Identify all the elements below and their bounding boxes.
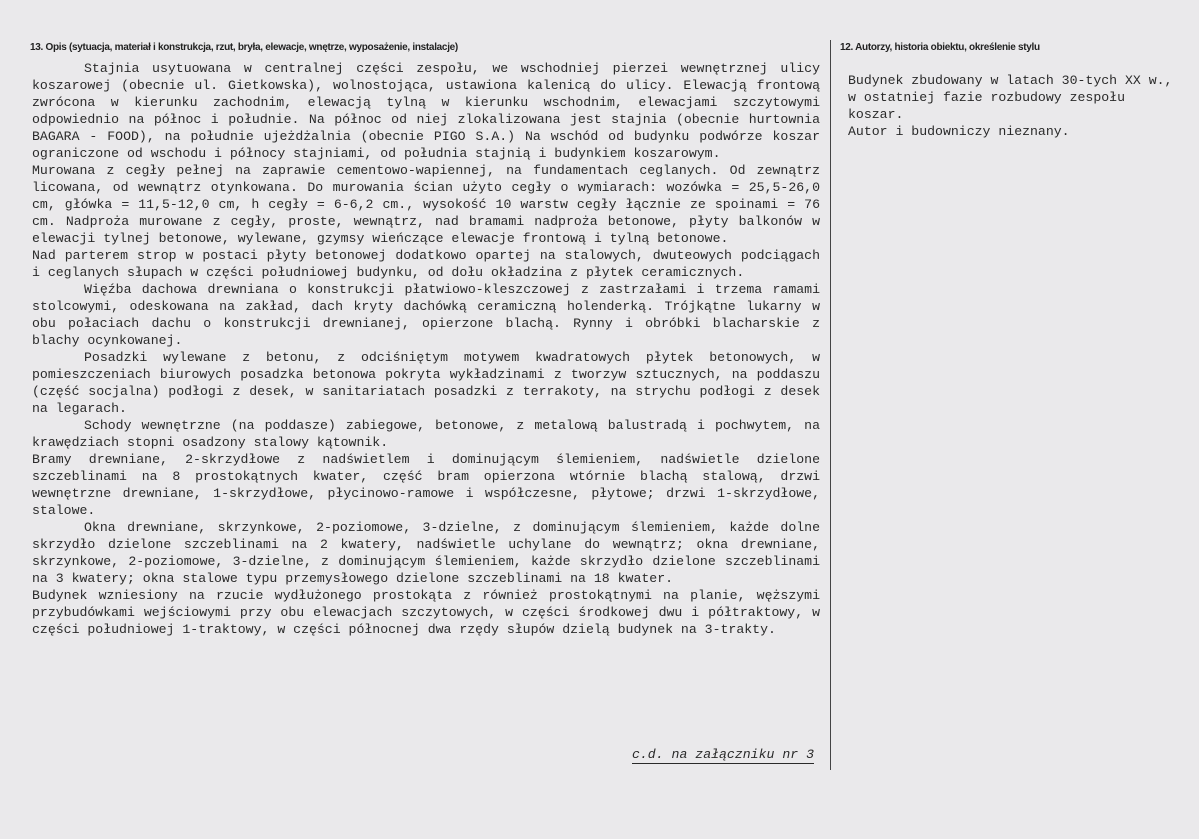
authors-body	[848, 72, 1178, 140]
paragraph: Murowana z cegły pełnej na zaprawie cementowo-wapiennej, na fundamentach ceglanych. Od zewnątrz licowana, od wewnątrz otynkowana. Do murowania ścian użyto cegły o wymiarach: wozówka = 25,5-26,0 cm, główka = 11,5-12,0 cm, h cegły = 6-6,2 cm., wysokość 10 warstw cegły łącznie ze spoinami = 76 cm. Nadproża murowane z cegły, proste, wewnątrz, nad bramami nadproża betonowe, płyty balkonów w elewacji tylnej betonowe, wylewane, gzymsy wieńczące elewacje frontową i tylną betonowe.	[32, 163, 820, 246]
description-body	[32, 60, 820, 638]
continuation-note: c.d. na załączniku nr 3	[631, 747, 814, 762]
authors-heading: 12. Autorzy, historia obiektu, określenie stylu	[840, 42, 1040, 53]
paragraph: Stajnia usytuowana w centralnej części zespołu, we wschodniej pierzei wewnętrznej ulicy koszarowej (obecnie ul. Gietkowska), wolnostojąca, ustawiona kalenicą do ulicy. Elewacją frontową zwrócona w kierunku zachodnim, elewacją tylną w kierunku wschodnim, elewacjami szczytowymi odpowiednio na północ i południe. Na północ od niej zlokalizowana jest stajnia (obecnie hurtownia BAGARA - FOOD), na południe ujeżdżalnia (obecnie PIGO S.A.) Na wschód od budynku podwórze koszar ograniczone od wschodu i północy stajniami, od południa stajnią i budynkiem koszarowym.	[32, 61, 820, 161]
description-section	[30, 40, 831, 770]
paragraph: Budynek zbudowany w latach 30-tych XX w., w ostatniej fazie rozbudowy zespołu koszar.	[848, 73, 1173, 122]
paragraph: Autor i budowniczy nieznany.	[848, 124, 1070, 139]
paragraph: Schody wewnętrzne (na poddasze) zabiegowe, betonowe, z metalową balustradą i pochwytem, na krawędziach stopni osadzony stalowy kątownik.	[32, 418, 820, 450]
paragraph: Nad parterem strop w postaci płyty betonowej dodatkowo opartej na stalowych, dwuteowych podciągach i ceglanych słupach w części południowej budynku, od dołu okładzina z płytek ceramicznych.	[32, 248, 820, 280]
paragraph: Budynek wzniesiony na rzucie wydłużonego prostokąta z również prostokątnymi na planie, węższymi przybudówkami wejściowymi przy obu elewacjach szczytowych, w części środkowej dwu i półtraktowy, w części południowej 1-traktowy, w części północnej dwa rzędy słupów dzielą budynek na 3-trakty.	[32, 588, 820, 637]
description-heading: 13. Opis (sytuacja, materiał i konstrukcja, rzut, bryła, elewacje, wnętrze, wyposażenie, instalacje)	[30, 42, 458, 53]
paragraph: Okna drewniane, skrzynkowe, 2-poziomowe, 3-dzielne, z dominującym ślemieniem, każde dolne skrzydło dzielone szczeblinami na 2 kwatery, nadświetle uchylane do wewnątrz; okna drewniane, skrzynkowe, 2-poziomowe, 3-dzielne, z dominującym ślemieniem, każde skrzydło dzielone szczeblinami na 3 kwatery; okna stalowe typu przemysłowego dzielone szczeblinami na 18 kwater.	[32, 520, 820, 586]
paragraph: Więźba dachowa drewniana o konstrukcji płatwiowo-kleszczowej z zastrzałami i trzema ramami stolcowymi, odeskowana na zakład, dach kryty dachówką ceramiczną holenderką. Trójkątne lukarny w obu połaciach dachu o konstrukcji drewnianej, opierzone blachą. Rynny i obróbki blacharskie z blachy ocynkowanej.	[32, 282, 820, 348]
paragraph: Bramy drewniane, 2-skrzydłowe z nadświetlem i dominującym ślemieniem, nadświetle dzielone szczeblinami na 8 prostokątnych kwater, część bram opierzona wtórnie blachą stalową, drzwi wewnętrzne drewniane, 1-skrzydłowe, płycinowo-ramowe i współczesne, płytowe; drzwi 1-skrzydłowe, stalowe.	[32, 452, 820, 518]
authors-history-section	[836, 40, 1188, 139]
paragraph: Posadzki wylewane z betonu, z odciśniętym motywem kwadratowych płytek betonowych, w pomieszczeniach biurowych posadzka betonowa pokryta wykładzinami z tworzyw sztucznych, na poddaszu (część socjalna) podłogi z desek, w sanitariatach posadzki z terrakoty, na strychu podłogi z desek na legarach.	[32, 350, 820, 416]
